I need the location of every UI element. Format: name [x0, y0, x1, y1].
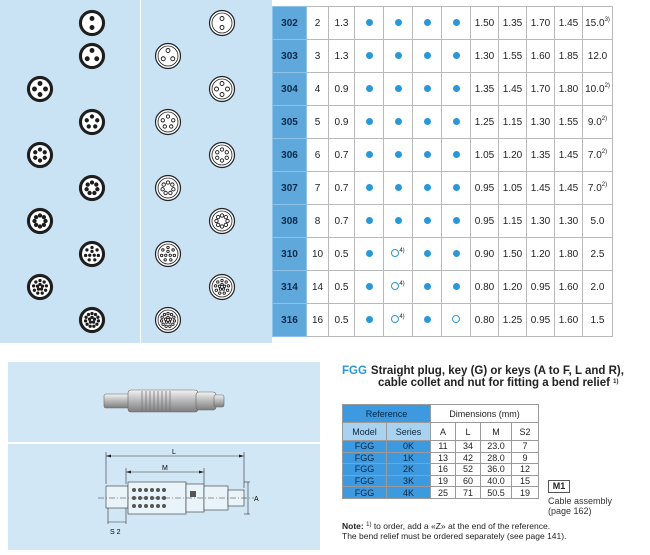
filled-dot-icon	[366, 118, 373, 125]
value-cell: 1.45	[555, 7, 583, 40]
value-cell: 1.60	[555, 271, 583, 304]
plug-dimension-drawing	[8, 444, 320, 550]
last-value: 2.0	[590, 281, 605, 293]
table-row	[343, 441, 539, 453]
dim-m-cell: 23.0	[481, 441, 512, 453]
value-cell: 0.90	[471, 238, 499, 271]
fgg-code: FGG	[342, 365, 367, 377]
filled-dot-icon	[453, 283, 460, 290]
table-row	[273, 238, 613, 271]
availability-cell	[384, 106, 413, 139]
availability-cell	[442, 106, 471, 139]
male-connector-face-icon	[78, 240, 106, 268]
table-row	[273, 139, 613, 172]
filled-dot-icon	[424, 217, 431, 224]
fgg-title-line2: cable collet and nut for fitting a bend relief	[378, 377, 610, 389]
availability-cell	[384, 73, 413, 106]
contact-size-cell: 0.5	[329, 304, 355, 337]
last-value-cell	[583, 73, 613, 106]
footnote-ref: 4)	[399, 280, 405, 287]
header-dimensions: Dimensions (mm)	[431, 405, 539, 423]
value-cell: 1.30	[527, 106, 555, 139]
last-value-cell	[583, 7, 613, 40]
dim-s2-label: S 2	[110, 529, 121, 536]
availability-cell	[442, 205, 471, 238]
value-cell: 1.85	[555, 40, 583, 73]
dim-m-cell: 28.0	[481, 452, 512, 464]
last-value-cell	[583, 205, 613, 238]
note-sup: 1)	[366, 522, 372, 528]
filled-dot-icon	[395, 52, 402, 59]
last-value: 9.0	[587, 116, 602, 128]
last-value-cell	[583, 238, 613, 271]
female-connector-face-icon	[154, 108, 182, 136]
header-m: M	[481, 423, 512, 441]
female-connector-face-icon	[208, 9, 236, 37]
footnote-ref: 2)	[604, 82, 610, 89]
dimension-drawing-icon	[8, 444, 320, 550]
filled-dot-icon	[424, 151, 431, 158]
model-cell: FGG	[343, 464, 387, 476]
dim-l-cell: 71	[456, 487, 481, 499]
dim-a-cell: 25	[431, 487, 456, 499]
contacts-count-cell: 10	[307, 238, 329, 271]
last-value: 7.0	[587, 149, 602, 161]
female-connector-face-icon	[154, 240, 182, 268]
availability-cell	[442, 139, 471, 172]
availability-cell	[413, 304, 442, 337]
contacts-count-cell: 8	[307, 205, 329, 238]
availability-cell	[384, 139, 413, 172]
series-cell: 3K	[387, 475, 431, 487]
availability-cell	[413, 271, 442, 304]
contact-size-cell: 0.9	[329, 106, 355, 139]
last-value: 1.5	[590, 314, 605, 326]
footnote-ref: 4)	[399, 247, 405, 254]
filled-dot-icon	[453, 184, 460, 191]
availability-cell	[413, 172, 442, 205]
filled-dot-icon	[366, 283, 373, 290]
filled-dot-icon	[424, 283, 431, 290]
male-connector-face-icon	[78, 42, 106, 70]
contact-size-cell: 0.5	[329, 238, 355, 271]
footnote-ref: 2)	[601, 115, 608, 122]
filled-dot-icon	[424, 85, 431, 92]
value-cell: 1.45	[555, 139, 583, 172]
contacts-count-cell: 16	[307, 304, 329, 337]
availability-cell	[384, 172, 413, 205]
availability-cell	[384, 205, 413, 238]
availability-cell	[355, 73, 384, 106]
table-row	[343, 487, 539, 499]
connector-faces-panel	[0, 0, 272, 343]
filled-dot-icon	[366, 151, 373, 158]
value-cell: 1.20	[527, 238, 555, 271]
dim-a-cell: 19	[431, 475, 456, 487]
value-cell: 0.95	[527, 304, 555, 337]
availability-cell	[413, 106, 442, 139]
dim-a-cell: 11	[431, 441, 456, 453]
contacts-count-cell: 6	[307, 139, 329, 172]
fgg-title-line1: Straight plug, key (G) or keys (A to F, L and R),	[370, 365, 624, 377]
value-cell: 1.80	[555, 238, 583, 271]
filled-dot-icon	[366, 316, 373, 323]
value-cell: 1.25	[499, 304, 527, 337]
series-cell: 1K	[387, 452, 431, 464]
table-row	[273, 106, 613, 139]
female-connector-face-icon	[208, 207, 236, 235]
filled-dot-icon	[424, 19, 431, 26]
header-a: A	[431, 423, 456, 441]
availability-cell	[384, 271, 413, 304]
contact-size-cell: 0.7	[329, 205, 355, 238]
reference-cell: 307	[273, 172, 307, 205]
fgg-dimensions-table	[342, 404, 539, 499]
value-cell: 1.05	[499, 172, 527, 205]
availability-cell	[355, 271, 384, 304]
plug-photo-panel	[8, 362, 320, 442]
dim-s2-cell: 7	[512, 441, 539, 453]
table-row	[273, 40, 613, 73]
filled-dot-icon	[424, 184, 431, 191]
value-cell: 1.35	[527, 139, 555, 172]
filled-dot-icon	[453, 19, 460, 26]
availability-cell	[384, 7, 413, 40]
table-row	[273, 271, 613, 304]
dim-l-cell: 60	[456, 475, 481, 487]
value-cell: 1.45	[499, 73, 527, 106]
male-connector-face-icon	[26, 75, 54, 103]
availability-cell	[355, 238, 384, 271]
value-cell: 1.15	[499, 106, 527, 139]
filled-dot-icon	[395, 217, 402, 224]
female-connector-face-icon	[154, 306, 182, 334]
reference-cell: 305	[273, 106, 307, 139]
m1-line1: Cable assembly	[548, 496, 613, 506]
male-connector-face-icon	[78, 108, 106, 136]
filled-dot-icon	[366, 217, 373, 224]
availability-cell	[442, 73, 471, 106]
contact-size-cell: 1.3	[329, 40, 355, 73]
availability-cell	[355, 172, 384, 205]
filled-dot-icon	[453, 52, 460, 59]
availability-cell	[442, 304, 471, 337]
contact-size-cell: 0.7	[329, 139, 355, 172]
dim-m-label: M	[162, 465, 168, 472]
availability-cell	[442, 172, 471, 205]
filled-dot-icon	[424, 52, 431, 59]
reference-cell: 314	[273, 271, 307, 304]
footnote-ref: 3)	[604, 16, 610, 23]
last-value: 12.0	[587, 50, 608, 62]
availability-cell	[413, 73, 442, 106]
header-reference: Reference	[343, 405, 431, 423]
note-line2: The bend relief must be ordered separately (see page 141).	[342, 531, 567, 541]
value-cell: 1.35	[471, 73, 499, 106]
dim-s2-cell: 12	[512, 464, 539, 476]
filled-dot-icon	[424, 118, 431, 125]
dim-m-cell: 40.0	[481, 475, 512, 487]
availability-cell	[384, 40, 413, 73]
dim-m-cell: 50.5	[481, 487, 512, 499]
reference-cell: 303	[273, 40, 307, 73]
female-connector-face-icon	[154, 42, 182, 70]
availability-cell	[442, 271, 471, 304]
filled-dot-icon	[453, 217, 460, 224]
m1-line2: (page 162)	[548, 506, 592, 516]
note-line1: to order, add a «Z» at the end of the reference.	[371, 521, 551, 531]
female-connector-face-icon	[208, 75, 236, 103]
dim-a-label: A	[254, 496, 259, 503]
table-row	[273, 73, 613, 106]
value-cell: 0.95	[471, 205, 499, 238]
dim-s2-cell: 19	[512, 487, 539, 499]
female-connector-face-icon	[208, 141, 236, 169]
value-cell: 1.45	[527, 172, 555, 205]
contacts-count-cell: 2	[307, 7, 329, 40]
dim-s2-cell: 9	[512, 452, 539, 464]
availability-cell	[355, 7, 384, 40]
contacts-count-cell: 4	[307, 73, 329, 106]
contacts-count-cell: 7	[307, 172, 329, 205]
fgg-title	[342, 365, 648, 389]
filled-dot-icon	[453, 85, 460, 92]
value-cell: 1.55	[499, 40, 527, 73]
value-cell: 1.70	[527, 73, 555, 106]
model-cell: FGG	[343, 441, 387, 453]
value-cell: 1.60	[527, 40, 555, 73]
value-cell: 1.15	[499, 205, 527, 238]
model-cell: FGG	[343, 452, 387, 464]
last-value-cell	[583, 106, 613, 139]
last-value-cell	[583, 271, 613, 304]
value-cell: 1.20	[499, 271, 527, 304]
availability-cell	[384, 238, 413, 271]
reference-cell: 310	[273, 238, 307, 271]
male-connector-face-icon	[78, 9, 106, 37]
table-row	[273, 172, 613, 205]
model-cell: FGG	[343, 475, 387, 487]
availability-cell	[413, 7, 442, 40]
value-cell: 1.30	[527, 205, 555, 238]
last-value: 7.0	[587, 182, 602, 194]
value-cell: 1.70	[527, 7, 555, 40]
value-cell: 1.35	[499, 7, 527, 40]
series-cell: 2K	[387, 464, 431, 476]
value-cell: 0.95	[471, 172, 499, 205]
last-value-cell	[583, 304, 613, 337]
male-connector-face-icon	[78, 174, 106, 202]
note-prefix: Note:	[342, 521, 364, 531]
filled-dot-icon	[366, 85, 373, 92]
dim-l-cell: 52	[456, 464, 481, 476]
availability-cell	[442, 40, 471, 73]
filled-dot-icon	[395, 85, 402, 92]
filled-dot-icon	[395, 184, 402, 191]
last-value-cell	[583, 40, 613, 73]
last-value-cell	[583, 172, 613, 205]
panel-divider	[140, 0, 141, 343]
value-cell: 1.05	[471, 139, 499, 172]
reference-cell: 302	[273, 7, 307, 40]
value-cell: 1.60	[555, 304, 583, 337]
reference-cell: 304	[273, 73, 307, 106]
availability-cell	[384, 304, 413, 337]
dim-l-cell: 42	[456, 452, 481, 464]
header-s2: S2	[512, 423, 539, 441]
table-row	[343, 464, 539, 476]
contacts-count-cell: 3	[307, 40, 329, 73]
footnote-ref: 2)	[601, 148, 608, 155]
filled-dot-icon	[453, 118, 460, 125]
m1-caption	[548, 496, 612, 516]
dim-a-cell: 16	[431, 464, 456, 476]
value-cell: 1.30	[471, 40, 499, 73]
filled-dot-icon	[395, 118, 402, 125]
dim-l-label: L	[172, 449, 176, 456]
filled-dot-icon	[395, 151, 402, 158]
reference-cell: 308	[273, 205, 307, 238]
open-dot-icon	[452, 315, 460, 323]
last-value: 10.0	[585, 83, 605, 95]
value-cell: 1.80	[555, 73, 583, 106]
value-cell: 0.95	[527, 271, 555, 304]
m1-box: M1	[548, 480, 570, 493]
availability-cell	[355, 304, 384, 337]
availability-cell	[355, 139, 384, 172]
dim-m-cell: 36.0	[481, 464, 512, 476]
female-connector-face-icon	[154, 174, 182, 202]
last-value: 5.0	[590, 215, 605, 227]
contacts-count-cell: 14	[307, 271, 329, 304]
dim-s2-cell: 15	[512, 475, 539, 487]
table-row	[343, 452, 539, 464]
filled-dot-icon	[424, 316, 431, 323]
footnote	[342, 521, 647, 541]
table-row	[273, 7, 613, 40]
filled-dot-icon	[424, 250, 431, 257]
series-cell: 4K	[387, 487, 431, 499]
fgg-title-sup: 1)	[613, 379, 619, 385]
header-series: Series	[387, 423, 431, 441]
table-row	[273, 304, 613, 337]
filled-dot-icon	[366, 52, 373, 59]
availability-cell	[355, 205, 384, 238]
filled-dot-icon	[366, 250, 373, 257]
contact-size-cell: 0.5	[329, 271, 355, 304]
value-cell: 1.50	[471, 7, 499, 40]
filled-dot-icon	[366, 19, 373, 26]
table-row	[273, 205, 613, 238]
availability-cell	[413, 40, 442, 73]
value-cell: 1.20	[499, 139, 527, 172]
availability-cell	[355, 40, 384, 73]
header-l: L	[456, 423, 481, 441]
availability-cell	[413, 139, 442, 172]
reference-cell: 316	[273, 304, 307, 337]
contacts-count-cell: 5	[307, 106, 329, 139]
availability-cell	[355, 106, 384, 139]
header-model: Model	[343, 423, 387, 441]
reference-cell: 306	[273, 139, 307, 172]
last-value: 15.0	[585, 17, 605, 29]
contact-size-cell: 1.3	[329, 7, 355, 40]
value-cell: 1.55	[555, 106, 583, 139]
filled-dot-icon	[366, 184, 373, 191]
value-cell: 1.30	[555, 205, 583, 238]
male-connector-face-icon	[26, 141, 54, 169]
last-value: 2.5	[590, 248, 605, 260]
male-connector-face-icon	[78, 306, 106, 334]
contact-size-cell: 0.7	[329, 172, 355, 205]
availability-cell	[413, 205, 442, 238]
filled-dot-icon	[453, 151, 460, 158]
filled-dot-icon	[453, 250, 460, 257]
dim-a-cell: 13	[431, 452, 456, 464]
value-cell: 1.25	[471, 106, 499, 139]
dim-l-cell: 34	[456, 441, 481, 453]
filled-dot-icon	[395, 19, 402, 26]
model-cell: FGG	[343, 487, 387, 499]
series-cell: 0K	[387, 441, 431, 453]
availability-cell	[442, 238, 471, 271]
value-cell: 0.80	[471, 304, 499, 337]
value-cell: 0.80	[471, 271, 499, 304]
value-cell: 1.50	[499, 238, 527, 271]
last-value-cell	[583, 139, 613, 172]
plug-photo-icon	[8, 362, 320, 442]
table-row	[343, 475, 539, 487]
footnote-ref: 4)	[399, 313, 405, 320]
contact-size-cell: 0.9	[329, 73, 355, 106]
availability-cell	[442, 7, 471, 40]
male-connector-face-icon	[26, 273, 54, 301]
availability-cell	[413, 238, 442, 271]
male-connector-face-icon	[26, 207, 54, 235]
footnote-ref: 2)	[601, 181, 608, 188]
value-cell: 1.45	[555, 172, 583, 205]
contacts-table	[272, 6, 613, 337]
female-connector-face-icon	[208, 273, 236, 301]
